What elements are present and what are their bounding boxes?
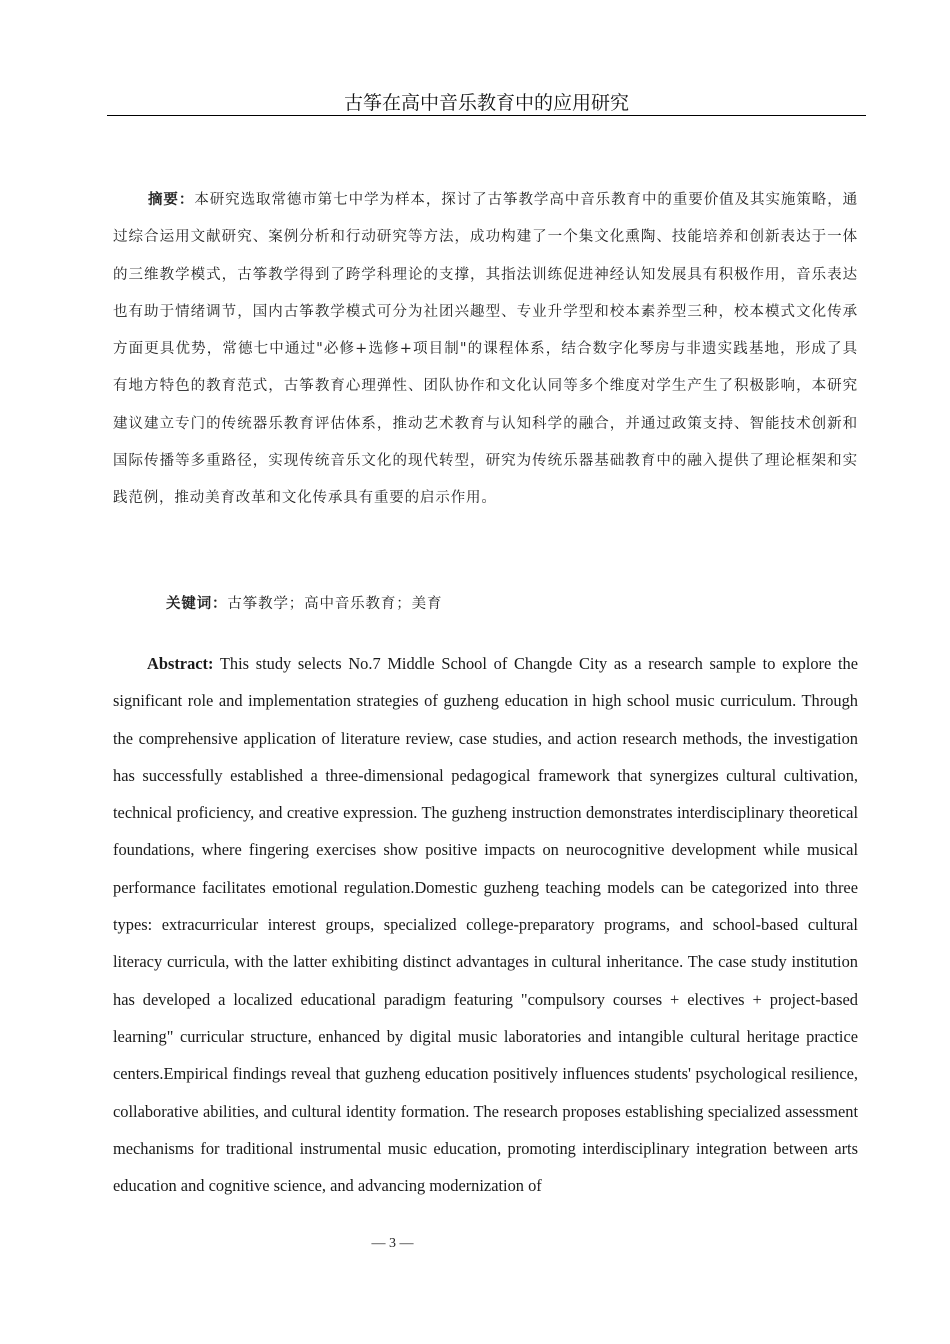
running-header-title: 古筝在高中音乐教育中的应用研究 bbox=[343, 92, 629, 114]
keywords-text: 古筝教学；高中音乐教育；美育 bbox=[227, 596, 443, 612]
keywords-label: 关键词： bbox=[166, 595, 228, 612]
chinese-abstract-text: 本研究选取常德市第七中学为样本，探讨了古筝教学高中音乐教育中的重要价值及其实施策略，通过综合运用文献研究、案例分析和行动研究等方法，成功构建了一个集文化熏陶、技能培养和创新表达于一体的三维教学模式，古筝教学得到了跨学科理论的支撑，其指法训练促进神经认知发展具有积极作用，音乐表达也有助于情绪调节，国内古筝教学模式可分为社团兴趣型、专业升学型和校本素养型三种，校本模式文化传承方面更具优势，常德七中通过"必修+选修+项目制"的课程体系，结合数字化琴房与非遗实践基地，形成了具有地方特色的教育范式，古筝教育心理弹性、团队协作和文化认同等多个维度对学生产生了积极影响，本研究建议建立专门的传统器乐教育评估体系，推动艺术教育与认知科学的融合，并通过政策支持、智能技术创新和国际传播等多重路径，实现传统音乐文化的现代转型，研究为传统乐器基础教育中的融入提供了理论框架和实践范例，推动美育改革和文化传承具有重要的启示作用。 bbox=[113, 192, 858, 507]
english-abstract bbox=[113, 645, 858, 1204]
keywords bbox=[166, 590, 442, 618]
page-number: — 3 — bbox=[371, 1236, 414, 1251]
header-rule bbox=[107, 115, 866, 116]
english-abstract-text: This study selects No.7 Middle School of Changde City as a research sample to explore the significant role and implementation strategies of guzheng education in high school music curriculum. Through the comprehensive application of literature review, case studies, and action research methods, the investigation has successfully established a three-dimensional pedagogical framework that synergizes cultural cultivation, technical proficiency, and creative expression. The guzheng instruction demonstrates interdisciplinary theoretical foundations, where fingering exercises show positive impacts on neurocognitive development while musical performance facilitates emotional regulation.Domestic guzheng teaching models can be categorized into three types: extracurricular interest groups, specialized college-preparatory programs, and school-based cultural literacy curricula, with the latter exhibiting distinct advantages in cultural inheritance. The case study institution has developed a localized educational paradigm featuring "compulsory courses + electives + project-based learning" curricular structure, enhanced by digital music laboratories and intangible cultural heritage practice centers.Empirical findings reveal that guzheng education positively influences students' psychological resilience, collaborative abilities, and cultural identity formation. The research proposes establishing specialized assessment mechanisms for traditional instrumental music education, promoting interdisciplinary integration between arts education and cognitive science, and advancing modernization of bbox=[113, 654, 858, 1196]
chinese-abstract bbox=[113, 181, 858, 518]
english-abstract-label: Abstract: bbox=[147, 654, 214, 673]
chinese-abstract-label: 摘要： bbox=[148, 191, 195, 208]
